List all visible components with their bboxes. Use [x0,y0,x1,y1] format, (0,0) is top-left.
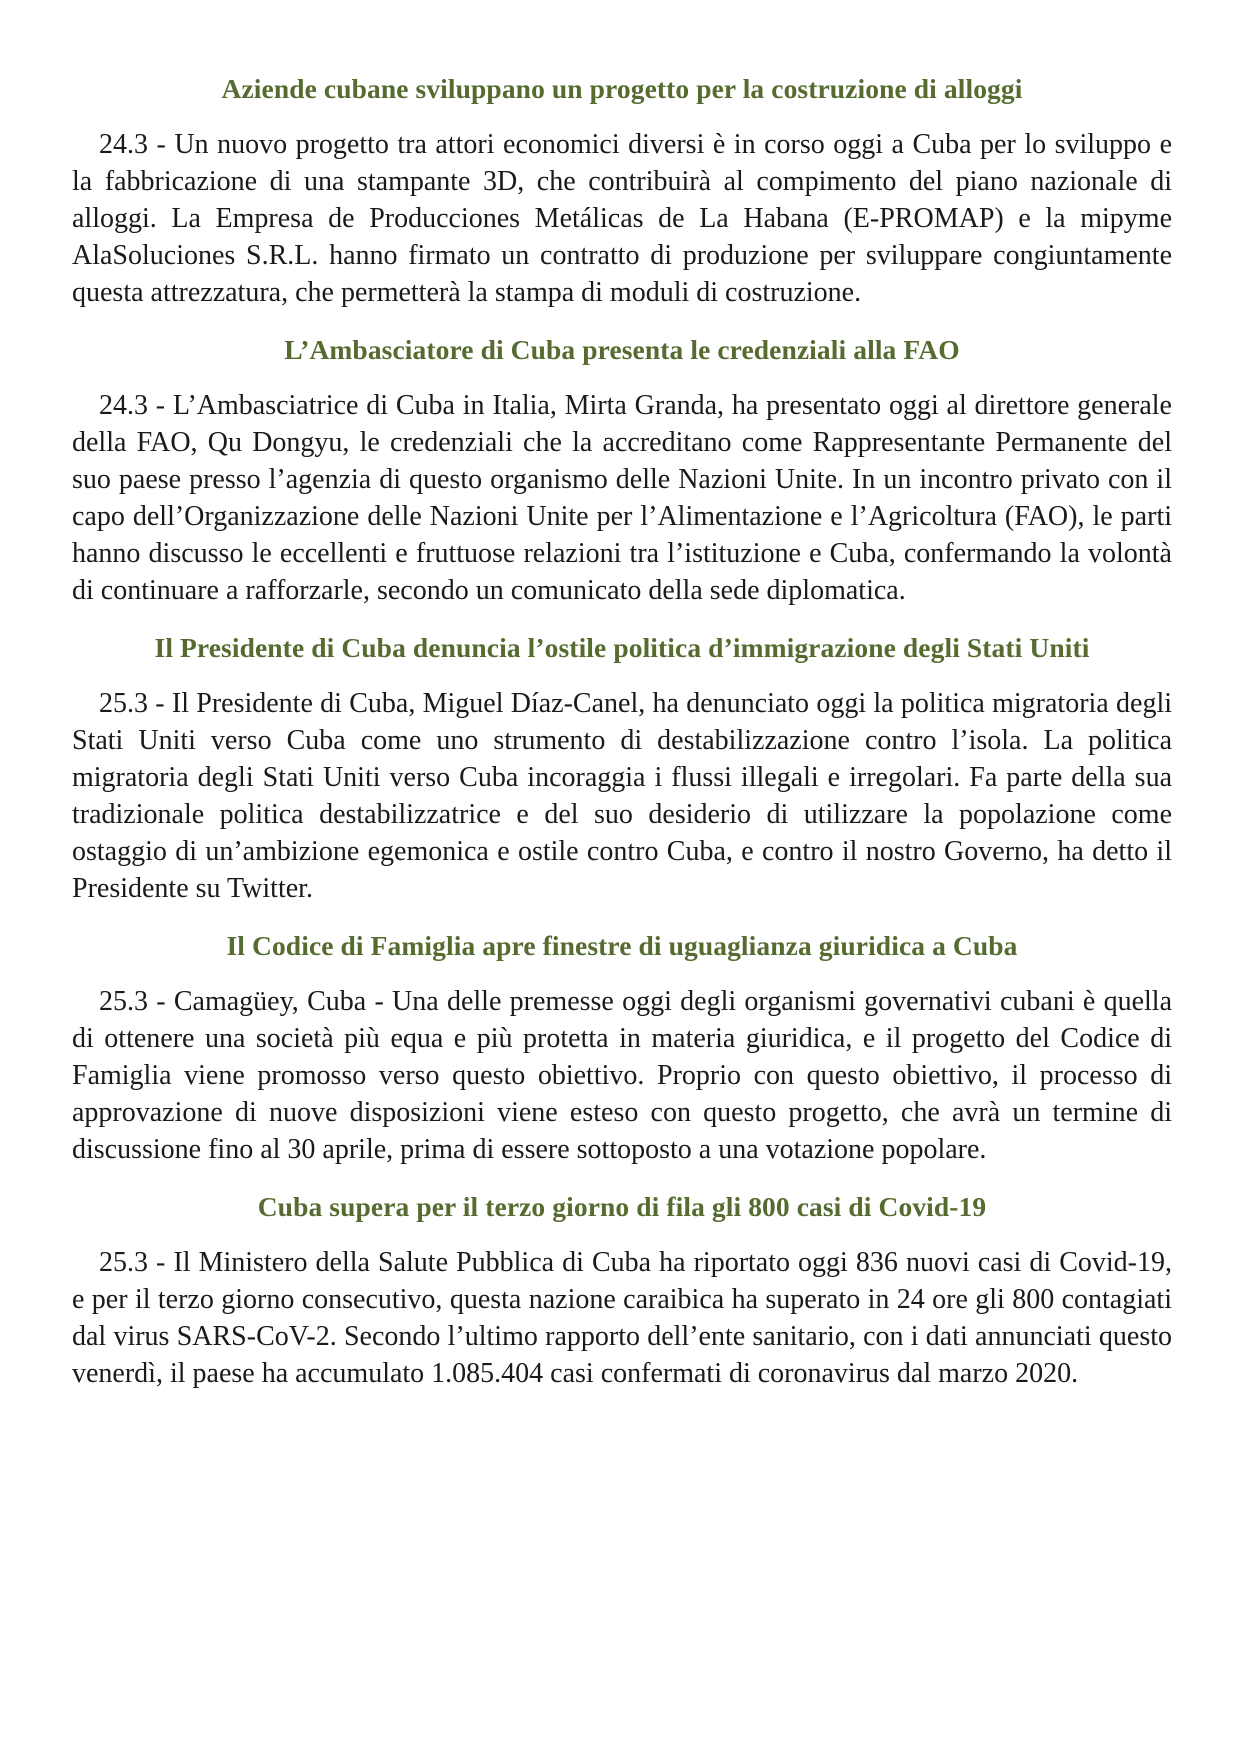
article-housing-3d-printer [72,70,1172,311]
article-headline: Cuba supera per il terzo giorno di fila gli 800 casi di Covid-19 [257,1191,987,1222]
article-headline: Il Codice di Famiglia apre finestre di uguaglianza giuridica a Cuba [226,930,1018,961]
article-body: 25.3 - Il Ministero della Salute Pubblica di Cuba ha riportato oggi 836 nuovi casi di Covid-19, e per il terzo giorno consecutivo, questa nazione caraibica ha superato in 24 ore gli 800 contagiati dal virus SARS-CoV-2. Secondo l’ultimo rapporto dell’ente sanitario, con i dati annunciati questo venerdì, il paese ha accumulato 1.085.404 casi confermati di coronavirus dal marzo 2020. [72,1247,1172,1389]
article-body: 24.3 - L’Ambasciatrice di Cuba in Italia, Mirta Granda, ha presentato oggi al direttore generale della FAO, Qu Dongyu, le credenziali che la accreditano come Rappresentante Permanente del suo paese presso l’agenzia di questo organismo delle Nazioni Unite. In un incontro privato con il capo dell’Organizzazione delle Nazioni Unite per l’Alimentazione e l’Agricoltura (FAO), le parti hanno discusso le eccellenti e fruttuose relazioni tra l’istituzione e Cuba, confermando la volontà di continuare a rafforzarle, secondo un comunicato della sede diplomatica. [72,390,1172,606]
article-fao-credentials [72,331,1172,609]
article-body: 25.3 - Camagüey, Cuba - Una delle premesse oggi degli organismi governativi cubani è quella di ottenere una società più equa e più protetta in materia giuridica, e il progetto del Codice di Famiglia viene promosso verso questo obiettivo. Proprio con questo obiettivo, il processo di approvazione di nuove disposizioni viene esteso con questo progetto, che avrà un termine di discussione fino al 30 aprile, prima di essere sottoposto a una votazione popolare. [72,986,1172,1165]
article-immigration-policy [72,629,1172,907]
article-covid-cases [72,1188,1172,1392]
article-body: 25.3 - Il Presidente di Cuba, Miguel Díaz-Canel, ha denunciato oggi la politica migratoria degli Stati Uniti verso Cuba come uno strumento di destabilizzazione contro l’isola. La politica migratoria degli Stati Uniti verso Cuba incoraggia i flussi illegali e irregolari. Fa parte della sua tradizionale politica destabilizzatrice e del suo desiderio di utilizzare la popolazione come ostaggio di un’ambizione egemonica e ostile contro Cuba, e contro il nostro Governo, ha detto il Presidente su Twitter. [72,688,1172,904]
article-headline: Il Presidente di Cuba denuncia l’ostile politica d’immigrazione degli Stati Uniti [154,632,1090,663]
article-body: 24.3 - Un nuovo progetto tra attori economici diversi è in corso oggi a Cuba per lo sviluppo e la fabbricazione di una stampante 3D, che contribuirà al compimento del piano nazionale di alloggi. La Empresa de Producciones Metálicas de La Habana (E-PROMAP) e la mipyme AlaSoluciones S.R.L. hanno firmato un contratto di produzione per sviluppare congiuntamente questa attrezzatura, che permetterà la stampa di moduli di costruzione. [72,129,1172,308]
article-family-code [72,927,1172,1168]
document-page [72,70,1172,1412]
article-headline: L’Ambasciatore di Cuba presenta le credenziali alla FAO [284,334,960,365]
article-headline: Aziende cubane sviluppano un progetto per la costruzione di alloggi [221,73,1023,104]
